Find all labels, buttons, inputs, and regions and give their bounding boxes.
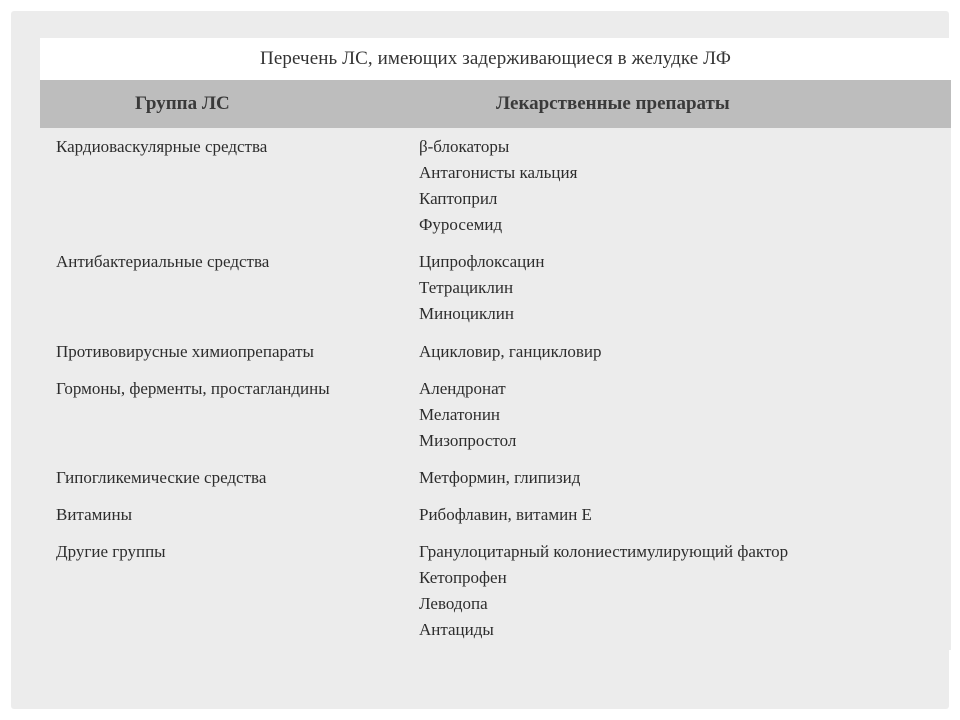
drug-item: Антагонисты кальция bbox=[419, 163, 578, 182]
document-title: Перечень ЛС, имеющих задерживающиеся в желудке ЛФ bbox=[260, 48, 731, 69]
drug-group-cell: Противовирусные химиопрепараты bbox=[56, 342, 314, 361]
drug-group-cell: Гипогликемические средства bbox=[56, 468, 267, 487]
drug-item: Рибофлавин, витамин Е bbox=[419, 505, 592, 524]
drug-item: Кетопрофен bbox=[419, 568, 507, 587]
slide-frame bbox=[11, 11, 949, 709]
drug-item: Метформин, глипизид bbox=[419, 468, 581, 487]
drug-item: Миноциклин bbox=[419, 304, 514, 323]
drugs-cell bbox=[419, 376, 939, 454]
drug-item: Алендронат bbox=[419, 379, 506, 398]
drug-item: Тетрациклин bbox=[419, 278, 514, 297]
drug-item: β-блокаторы bbox=[419, 137, 510, 156]
drug-item: Гранулоцитарный колониестимулирующий фактор bbox=[419, 542, 789, 561]
drug-item: Леводопа bbox=[419, 594, 488, 613]
drug-item: Антациды bbox=[419, 620, 494, 639]
drug-item: Мелатонин bbox=[419, 405, 501, 424]
drug-item: Мизопростол bbox=[419, 431, 517, 450]
drug-item: Ципрофлоксацин bbox=[419, 252, 545, 271]
table-body bbox=[40, 128, 951, 650]
drug-group-cell: Гормоны, ферменты, простагландины bbox=[56, 379, 330, 398]
drug-item: Каптоприл bbox=[419, 189, 498, 208]
drugs-cell bbox=[419, 502, 939, 528]
column-header-drugs: Лекарственные препараты bbox=[496, 93, 730, 114]
drugs-cell bbox=[419, 539, 939, 643]
document-image bbox=[40, 38, 951, 650]
drug-item: Ацикловир, ганцикловир bbox=[419, 342, 602, 361]
column-header-group: Группа ЛС bbox=[135, 93, 230, 114]
table-header bbox=[40, 80, 951, 128]
drugs-cell bbox=[419, 134, 939, 238]
drugs-cell bbox=[419, 249, 939, 327]
drug-group-cell: Витамины bbox=[56, 505, 132, 524]
drugs-cell bbox=[419, 465, 939, 491]
drugs-cell bbox=[419, 339, 939, 365]
drug-group-cell: Кардиоваскулярные средства bbox=[56, 137, 268, 156]
drug-group-cell: Другие группы bbox=[56, 542, 166, 561]
drug-item: Фуросемид bbox=[419, 215, 503, 234]
drug-group-cell: Антибактериальные средства bbox=[56, 252, 270, 271]
